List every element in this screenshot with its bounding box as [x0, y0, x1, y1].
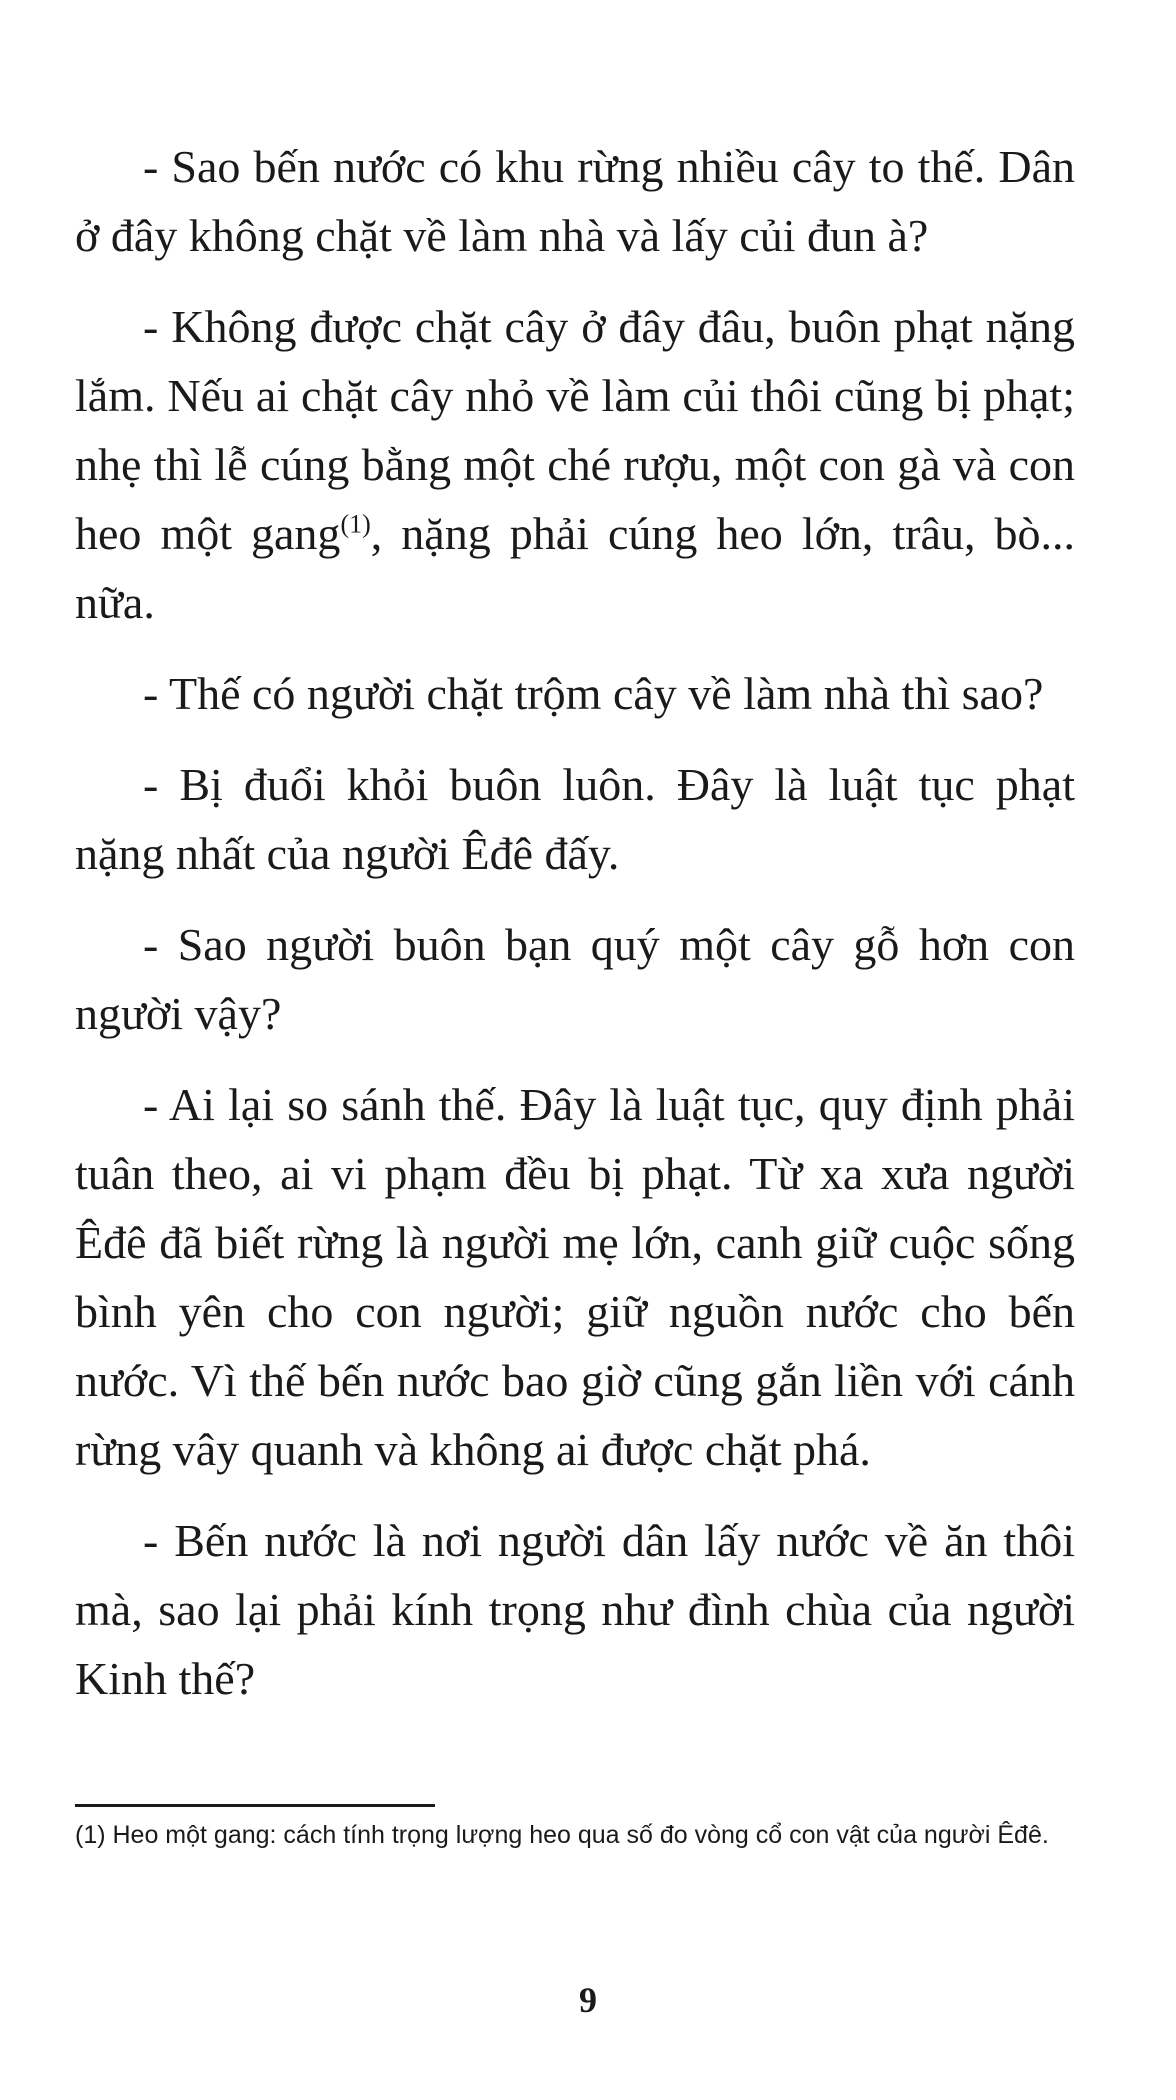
paragraph-2 — [75, 292, 1075, 637]
paragraph-1: - Sao bến nước có khu rừng nhiều cây to thế. Dân ở đây không chặt về làm nhà và lấy củi đun à? — [75, 141, 1075, 261]
paragraph-2-text: - Không được chặt cây ở đây đâu, buôn phạt nặng lắm. Nếu ai chặt cây nhỏ về làm củi thôi cũng bị phạt; nhẹ thì lễ cúng bằng một ché rượu, một con gà và con heo một gang — [75, 301, 1075, 559]
paragraph-4: - Bị đuổi khỏi buôn luôn. Đây là luật tục phạt nặng nhất của người Êđê đấy. — [75, 759, 1075, 879]
footnote: (1) Heo một gang: cách tính trọng lượng heo qua số đo vòng cổ con vật của người Êđê. — [75, 1821, 1049, 1849]
paragraph-5: - Sao người buôn bạn quý một cây gỗ hơn con người vậy? — [75, 919, 1075, 1039]
paragraph-2-continuation: , nặng phải cúng heo lớn, trâu, bò... nữa. — [75, 508, 1075, 628]
paragraph-3: - Thế có người chặt trộm cây về làm nhà thì sao? — [143, 668, 1044, 719]
footnote-divider — [75, 1804, 435, 1807]
footnote-reference: (1) — [340, 509, 371, 539]
body-text — [75, 132, 1075, 1735]
paragraph-7: - Bến nước là nơi người dân lấy nước về ăn thôi mà, sao lại phải kính trọng như đình chùa của người Kinh thế? — [75, 1515, 1075, 1704]
paragraph-6: - Ai lại so sánh thế. Đây là luật tục, quy định phải tuân theo, ai vi phạm đều bị phạt. Từ xa xưa người Êđê đã biết rừng là người mẹ lớn, canh giữ cuộc sống bình yên cho con người; giữ nguồn nước cho bến nước. Vì thế bến nước bao giờ cũng gắn liền với cánh rừng vây quanh và không ai được chặt phá. — [75, 1079, 1075, 1475]
page-number: 9 — [579, 1980, 597, 2020]
